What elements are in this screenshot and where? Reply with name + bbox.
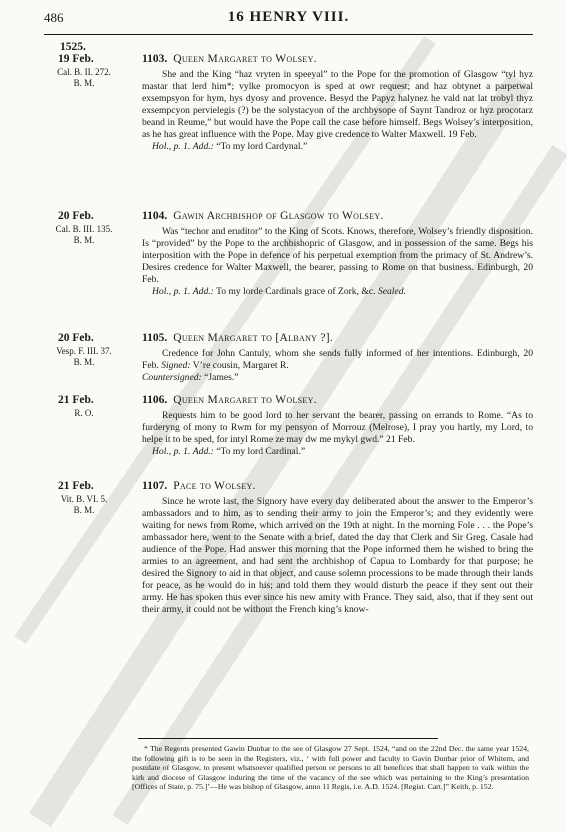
entry-heading xyxy=(142,53,317,65)
entry-date: 20 Feb. xyxy=(58,210,94,222)
entry-text: She and the King “haz vryten in speeyal” to the Pope for the promotion of Glasgow “tyl hyz mastar that lerd him*; vylke promocyon is sped at owr request; and haz obtynet a parpetwal exsempsyon for hym, hys dyosy and provence. Besyd the Papyz halynez he vald nat lat trobyl thyz exsempcyon pervielegis (?) be the solystacyon of the archbysope of Saynt Tandroz or hyz procotarz beand in Reume,” but would have the Pope call the case before himself. Begs Wolsey’s interposition, as he has great influence with the Pope. May give credence to Walter Maxwell. 19 Feb. xyxy=(142,69,533,140)
entry-endorsement: Hol., p. 1. Add.: To my lorde Cardinals grace of Zork, &c. Sealed. xyxy=(152,286,406,297)
entry-source-ref: Vit. B. VI. 5. B. M. xyxy=(60,494,108,515)
entry-heading xyxy=(142,394,317,406)
page-number: 486 xyxy=(44,10,64,25)
entry-title: Queen Margaret to Wolsey. xyxy=(173,53,317,65)
entry-heading xyxy=(142,210,384,222)
entry-body xyxy=(142,496,533,616)
entry-body xyxy=(142,69,533,153)
entry-source-ref: Cal. B. II. 272. B. M. xyxy=(57,67,111,88)
entry-source-ref: Cal. B. III. 135. B. M. xyxy=(55,224,113,245)
entry-number: 1106. xyxy=(142,394,168,406)
entry-number: 1103. xyxy=(142,53,168,65)
entry-endorsement: Hol., p. 1. Add.: “To my lord Cardinal.” xyxy=(152,446,306,457)
entry-title: Queen Margaret to Wolsey. xyxy=(173,394,317,406)
entry-body xyxy=(142,410,533,458)
entry-date: 20 Feb. xyxy=(58,332,94,344)
entry-heading xyxy=(142,332,333,344)
footnote-rule xyxy=(138,738,438,739)
entry-text: Requests him to be good lord to her servant the bearer, passing on errands to Rome. “As to furderyng of mony to Rwm for my pensyon of Morrouz (Melrose), I pray you hartly, my Lord, to helpe it to be sped, for intyl Rome ze may dw me mykyl gwd.” 21 Feb. xyxy=(142,410,533,445)
entry-source-ref: R. O. xyxy=(74,408,94,418)
running-title: 16 HENRY VIII. xyxy=(227,9,350,25)
entry-number: 1104. xyxy=(142,210,168,222)
entry-date: 19 Feb. xyxy=(58,53,94,65)
footnote-text: * The Regents presented Gawin Dunbar to the see of Glasgow 27 Sept. 1524, “and on the 22nd Dec. the same year 1524, the following gift is to be seen in the Registers, viz., ‘ with full power and faculty to Gavin Dunbar prior of Whitern, and postulate of Glasgow, to present whatsoever qualified person or persons to all benefices that shall happen to vaik within the kirk and diocese of Glasgow induring the time of the vacancy of the see which was pertaining to the King’s presentation [Offices of State, p. 75.]’—He was bishop of Glasgow, anno 11 Regis, i.e. A.D. 1524. [Regist. Cart.]” Keith, p. 152. xyxy=(132,744,529,791)
entry-endorsement: Hol., p. 1. Add.: “To my lord Cardynal.” xyxy=(152,141,308,152)
entry-title: Gawin Archbishop of Glasgow to Wolsey. xyxy=(173,210,384,222)
entry-date: 21 Feb. xyxy=(58,480,94,492)
year-label: 1525. xyxy=(60,41,86,53)
entry-number: 1107. xyxy=(142,480,168,492)
entry-text: Credence for John Cantuly, whom she sends fully informed of her intentions. Edinburgh, 20 Feb. Signed: V’re cousin, Margaret R. Countersigned: “James.” xyxy=(142,348,533,383)
entry-body xyxy=(142,226,533,298)
entry-title: Pace to Wolsey. xyxy=(173,480,256,492)
entry-text: Since he wrote last, the Signory have every day deliberated about the answer to the Emperor’s ambassadors and to him, as to sending their army to join the Emperor’s; and they evidently were waiting for news from Rome, which arrived on the 19th at night. In the morning Fole . . . the Pope’s ambassador here, went to the Senate with a brief, dated the day that Clerk and Sir Greg. Casale had audience of the Pope. Had answer this morning that the Pope informed them he wished to bring the armies to an agreement, and had sent the archbishop of Capua to Lombardy for that purpose; he desired the Signory to aid in that object, and cause solemn processions to be made through their lands for peace, as he would do in his; and told them they would disturb the peace if they sent out their army. He has spoken thus ever since his new amity with France. They said, also, that if they sent out their army, it could not be without the French king’s know- xyxy=(142,496,533,615)
entry-date: 21 Feb. xyxy=(58,394,94,406)
entry-number: 1105. xyxy=(142,332,168,344)
page-header xyxy=(44,10,533,32)
entry-heading xyxy=(142,480,256,492)
header-rule xyxy=(44,34,533,35)
entry-source-ref: Vesp. F. III. 37. B. M. xyxy=(56,346,112,367)
entry-body xyxy=(142,348,533,384)
entry-text: Was “techor and eruditor” to the King of Scots. Knows, therefore, Wolsey’s friendly disposition. Is “provided” by the Pope to the archbishopric of Glasgow, and in possession of the same. Begs his interposition with the Pope in defence of his perpetual exemption from the primacy of St. Andrew’s. Desires credence for Walter Maxwell, the bearer, passing to Rome on that business. Edinburgh, 20 Feb. xyxy=(142,226,533,285)
footnote xyxy=(132,744,529,792)
entry-title: Queen Margaret to [Albany ?]. xyxy=(173,332,334,344)
